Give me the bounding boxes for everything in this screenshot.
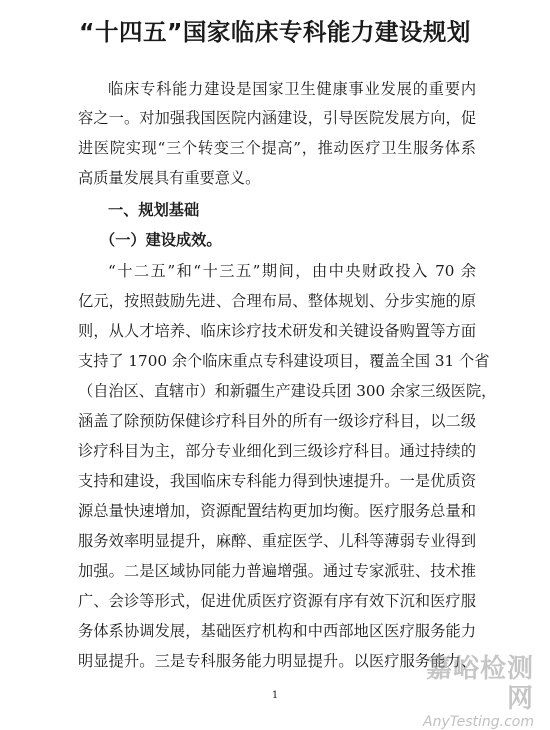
intro-line: 高质量发展具有重要意义。: [78, 169, 261, 187]
intro-line: 容之一。对加强我国医院内涵建设，引导医院发展方向，促: [78, 109, 476, 127]
body-line: 广、会诊等形式，促进优质医疗资源有序有效下沉和医疗服: [78, 592, 476, 610]
body-line: 明显提升。三是专科服务能力明显提升。以医疗服务能力、: [78, 652, 476, 670]
body-line: 加强。二是区域协同能力普遍增强。通过专家派驻、技术推: [78, 562, 476, 580]
body-line: 则，从人才培养、临床诊疗技术研发和关键设备购置等方面: [78, 322, 476, 340]
body-line: 源总量快速增加，资源配置结构更加均衡。医疗服务总量和: [78, 502, 476, 520]
watermark-text-en: AnyTesting.com: [423, 714, 534, 730]
watermark-text-cn: 嘉峪检测网: [425, 654, 534, 714]
body-line: 支持和建设，我国临床专科能力得到快速提升。一是优质资: [78, 472, 476, 490]
body-line: 亿元，按照鼓励先进、合理布局、整体规划、分步实施的原: [78, 292, 476, 310]
body-line: 支持了 1700 余个临床重点专科建设项目，覆盖全国 31 个省: [78, 352, 490, 370]
watermark-logo: [404, 654, 534, 730]
page-number: 1: [271, 690, 279, 701]
body-line: 诊疗科目为主，部分专业细化到三级诊疗科目。通过持续的: [78, 442, 476, 460]
body-line: （自治区、直辖市）和新疆生产建设兵团 300 余家三级医院，: [78, 382, 497, 400]
body-line: 服务效率明显提升，麻醉、重症医学、儿科等薄弱专业得到: [78, 532, 476, 550]
body-line: 涵盖了除预防保健诊疗科目外的所有一级诊疗科目，以二级: [78, 412, 476, 430]
intro-line: 进医院实现“三个转变三个提高”，推动医疗卫生服务体系: [78, 139, 476, 157]
body-line: 务体系协调发展，基础医疗机构和中西部地区医疗服务能力: [78, 622, 476, 640]
body-line: “十二五”和“十三五”期间，由中央财政投入 70 余: [108, 262, 476, 280]
intro-line: 临床专科能力建设是国家卫生健康事业发展的重要内: [108, 80, 476, 98]
section-heading: 一、规划基础: [108, 201, 200, 219]
page-title: “十四五”国家临床专科能力建设规划: [79, 18, 471, 46]
subsection-heading: （一）建设成效。: [100, 231, 222, 249]
